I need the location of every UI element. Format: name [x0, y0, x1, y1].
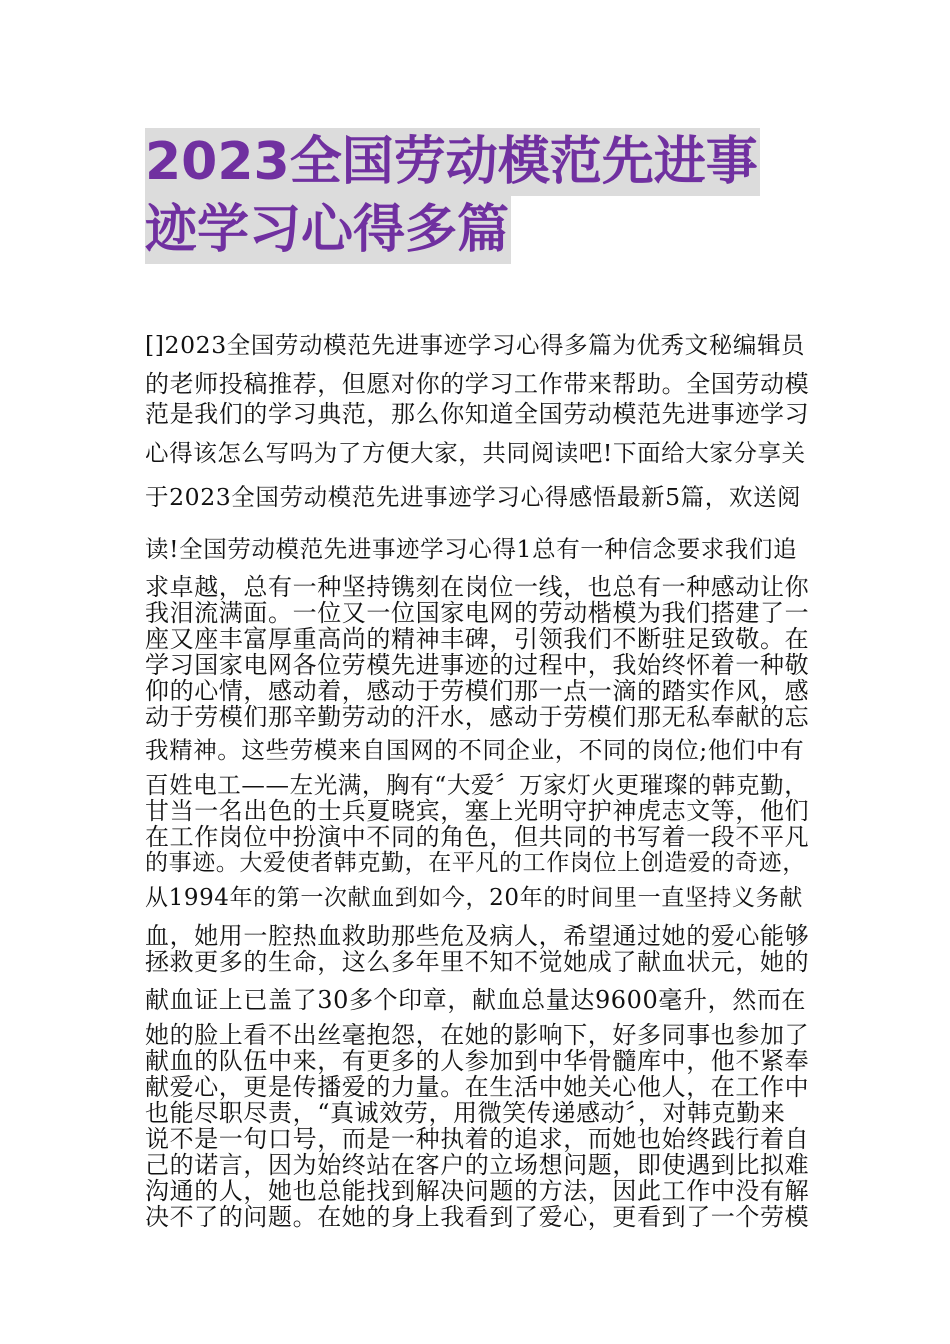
body-line: 求卓越，总有一种坚持镌刻在岗位一线，也总有一种感动让你 [145, 573, 810, 601]
body-line: 座又座丰富厚重高尚的精神丰碑，引领我们不断驻足致敬。在 [145, 625, 810, 653]
body-line: 读!全国劳动模范先进事迹学习心得1总有一种信念要求我们追 [145, 535, 798, 563]
body-line: 动于劳模们那辛勤劳动的汗水，感动于劳模们那无私奉献的忘 [145, 703, 810, 731]
body-line: 甘当一名出色的士兵夏晓宾，塞上光明守护神虎志文等，他们 [145, 797, 810, 825]
body-line: 她的脸上看不出丝毫抱怨，在她的影响下，好多同事也参加了 [145, 1021, 810, 1049]
body-line: 沟通的人，她也总能找到解决问题的方法，因此工作中没有解 [145, 1177, 810, 1205]
body-line: 说不是一句口号，而是一种执着的追求，而她也始终践行着自 [145, 1125, 810, 1153]
title-line: 2023全国劳动模范先进事 [145, 128, 760, 196]
body-line: 百姓电工——左光满，胸有“大爱〞万家灯火更璀璨的韩克勤， [145, 771, 809, 799]
body-line: 献血证上已盖了30多个印章，献血总量达9600毫升，然而在 [145, 986, 807, 1014]
body-line: 己的诺言，因为始终站在客户的立场想问题，即使遇到比拟难 [145, 1151, 810, 1179]
body-line: 血，她用一腔热血救助那些危及病人，希望通过她的爱心能够 [145, 922, 810, 950]
body-line: 也能尽职尽责，“真诚效劳，用微笑传递感动〞，对韩克勤来 [145, 1099, 786, 1127]
title-line: 迹学习心得多篇 [145, 196, 511, 264]
body-line: 献血的队伍中来，有更多的人参加到中华骨髓库中，他不紧奉 [145, 1047, 810, 1075]
body-line: []2023全国劳动模范先进事迹学习心得多篇为优秀文秘编辑员 [145, 331, 806, 359]
body-line: 范是我们的学习典范，那么你知道全国劳动模范先进事迹学习 [145, 400, 810, 428]
body-line: 于2023全国劳动模范先进事迹学习心得感悟最新5篇，欢送阅 [145, 483, 802, 511]
body-line: 在工作岗位中扮演中不同的角色，但共同的书写着一段不平凡 [145, 823, 810, 851]
body-line: 的老师投稿推荐，但愿对你的学习工作带来帮助。全国劳动模 [145, 370, 810, 398]
body-line: 仰的心情，感动着，感动于劳模们那一点一滴的踏实作风，感 [145, 677, 810, 705]
body-line: 我精神。这些劳模来自国网的不同企业，不同的岗位;他们中有 [145, 736, 805, 764]
body-line: 决不了的问题。在她的身上我看到了爱心，更看到了一个劳模 [145, 1203, 810, 1231]
document-title [145, 128, 815, 264]
body-line: 献爱心，更是传播爱的力量。在生活中她关心他人，在工作中 [145, 1073, 810, 1101]
body-line: 的事迹。大爱使者韩克勤，在平凡的工作岗位上创造爱的奇迹， [145, 850, 806, 876]
body-line: 心得该怎么写吗为了方便大家，共同阅读吧!下面给大家分享关 [145, 439, 806, 467]
body-line: 从1994年的第一次献血到如今，20年的时间里一直坚持义务献 [145, 885, 803, 911]
body-line: 我泪流满面。一位又一位国家电网的劳动楷模为我们搭建了一 [145, 599, 810, 627]
body-line: 学习国家电网各位劳模先进事迹的过程中，我始终怀着一种敬 [145, 651, 810, 679]
body-line: 拯救更多的生命，这么多年里不知不觉她成了献血状元，她的 [145, 948, 810, 976]
